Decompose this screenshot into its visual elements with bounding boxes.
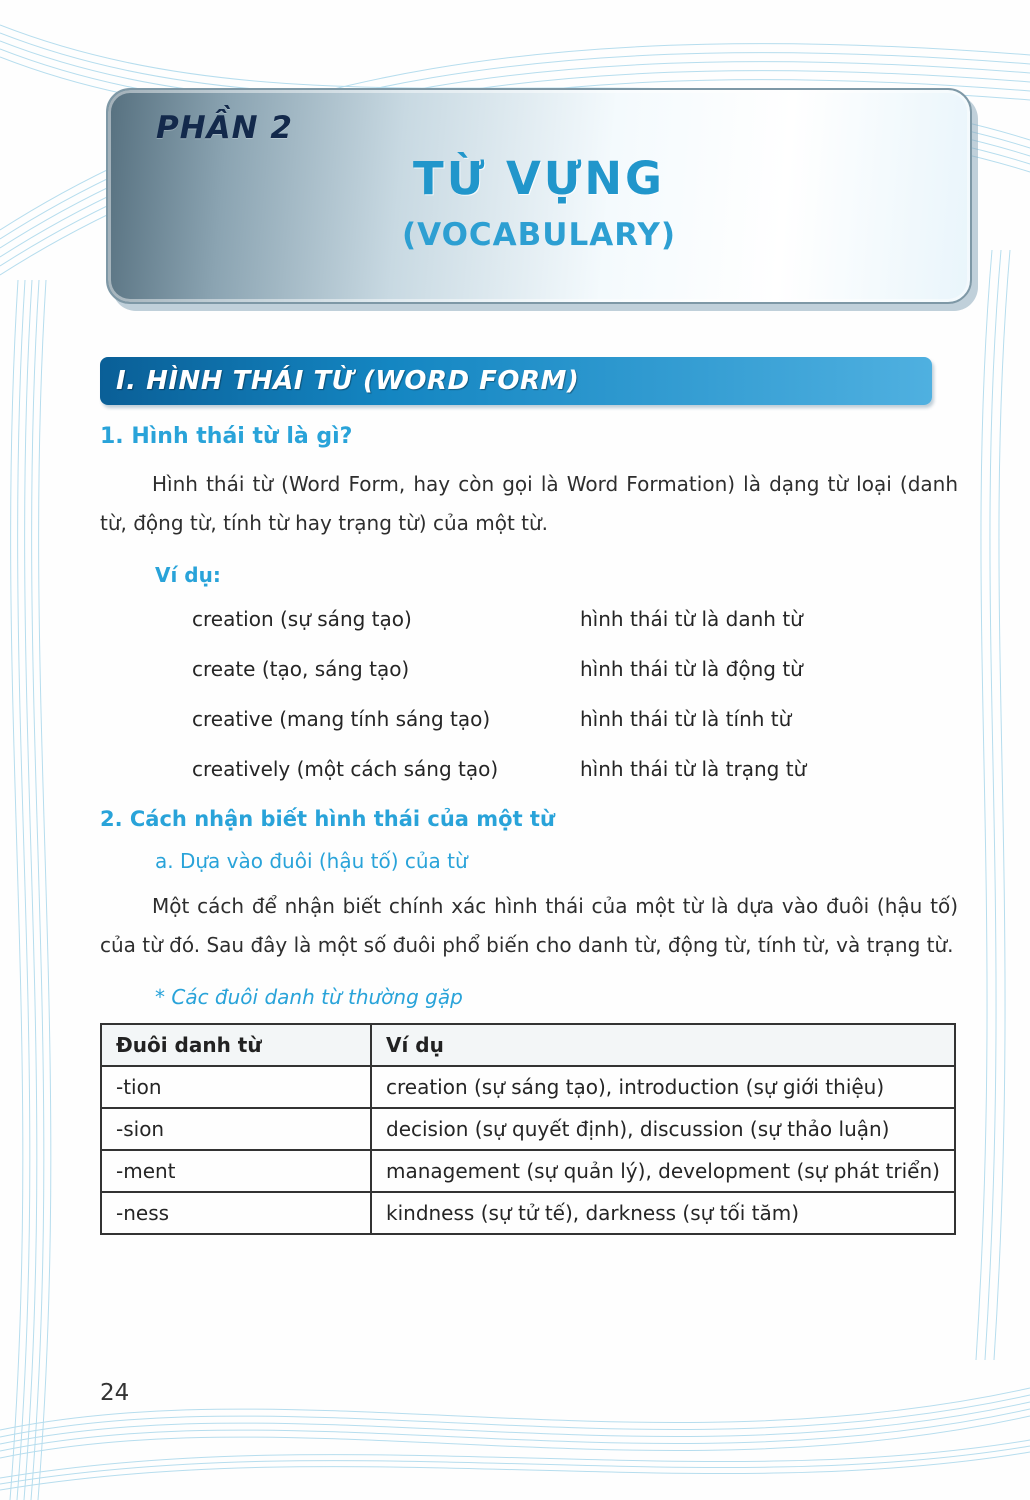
section-header: [100, 357, 932, 405]
table-row: [101, 1150, 955, 1192]
page-content: [100, 424, 958, 1235]
example-cell: creation (sự sáng tạo), introduction (sự giới thiệu): [371, 1066, 955, 1108]
part-label: PHẦN 2: [156, 110, 293, 146]
section-title: I. HÌNH THÁI TỪ (WORD FORM): [116, 366, 580, 396]
example-word: create (tạo, sáng tạo): [192, 657, 410, 681]
table-caption: * Các đuôi danh từ thường gặp: [155, 985, 463, 1009]
example-meaning: hình thái từ là động từ: [580, 657, 803, 681]
paragraph-suffix-explanation: Một cách để nhận biết chính xác hình thái của một từ là dựa vào đuôi (hậu tố) của từ đó. Sau đây là một số đuôi phổ biến cho danh từ, động từ, tính từ, và trạng từ.: [100, 894, 958, 957]
table-header-example: Ví dụ: [371, 1024, 955, 1066]
example-meaning: hình thái từ là tính từ: [580, 707, 792, 731]
example-cell: kindness (sự tử tế), darkness (sự tối tăm): [371, 1192, 955, 1234]
page-number: 24: [100, 1380, 130, 1406]
noun-suffix-table: [100, 1023, 956, 1235]
example-meaning: hình thái từ là trạng từ: [580, 757, 807, 781]
example-word: creation (sự sáng tạo): [192, 607, 412, 631]
paragraph-word-form-definition: Hình thái từ (Word Form, hay còn gọi là Word Formation) là dạng từ loại (danh từ, động từ, tính từ hay trạng từ) của một từ.: [100, 472, 958, 535]
heading-suffix-method: a. Dựa vào đuôi (hậu tố) của từ: [155, 849, 468, 873]
example-label: Ví dụ:: [155, 563, 221, 587]
table-row: [101, 1108, 955, 1150]
heading-recognize-word-form: 2. Cách nhận biết hình thái của một từ: [100, 807, 555, 831]
table-row: [101, 1192, 955, 1234]
example-list: [192, 607, 958, 781]
example-word: creative (mang tính sáng tạo): [192, 707, 491, 731]
example-meaning: hình thái từ là danh từ: [580, 607, 803, 631]
table-header-suffix: Đuôi danh từ: [101, 1024, 371, 1066]
table-row: [101, 1066, 955, 1108]
suffix-cell: -ment: [101, 1150, 371, 1192]
part-subtitle: (VOCABULARY): [401, 217, 677, 253]
table-header-row: [101, 1024, 955, 1066]
suffix-cell: -sion: [101, 1108, 371, 1150]
part-title: TỪ VỰNG: [413, 152, 665, 205]
heading-what-is-word-form: 1. Hình thái từ là gì?: [100, 424, 353, 449]
suffix-cell: -ness: [101, 1192, 371, 1234]
part-banner: [106, 88, 972, 304]
example-cell: management (sự quản lý), development (sự phát triển): [371, 1150, 955, 1192]
suffix-cell: -tion: [101, 1066, 371, 1108]
example-word: creatively (một cách sáng tạo): [192, 757, 499, 781]
example-cell: decision (sự quyết định), discussion (sự thảo luận): [371, 1108, 955, 1150]
